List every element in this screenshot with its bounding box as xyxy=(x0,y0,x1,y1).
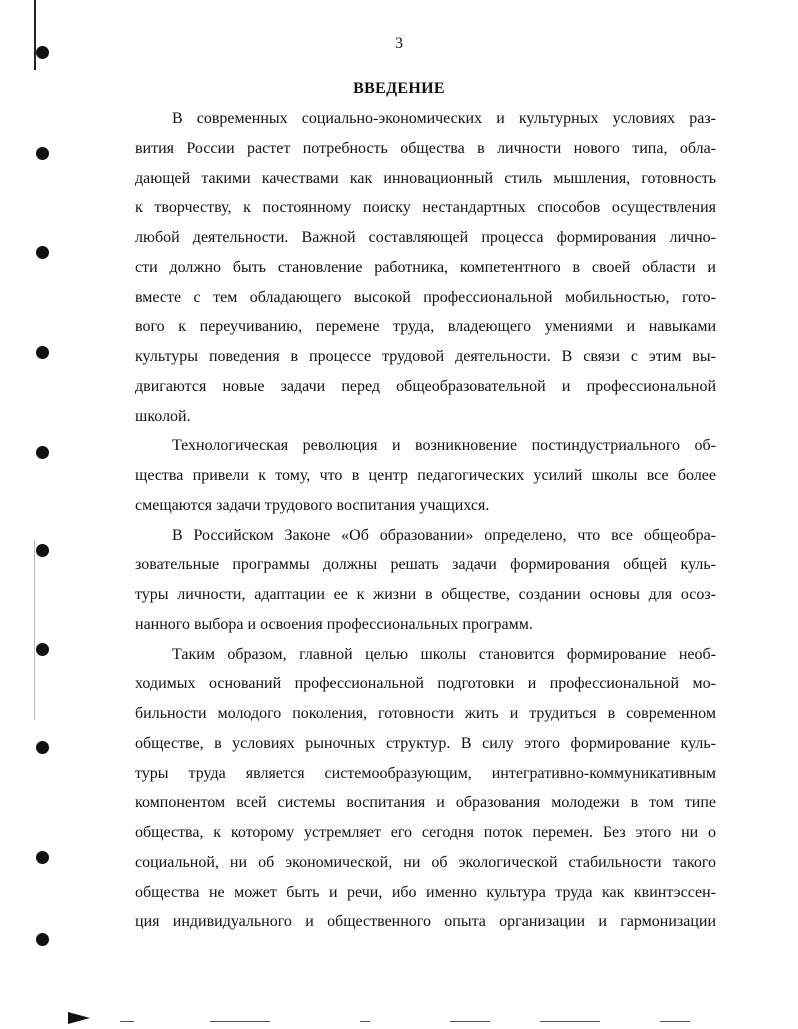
body-text xyxy=(135,104,716,937)
punch-hole-icon xyxy=(36,246,49,259)
scan-dash xyxy=(360,1021,370,1022)
punch-hole-icon xyxy=(36,544,49,557)
text-line: вития России растет потребность общества в личности нового типа, обла- xyxy=(135,139,716,157)
text-line: вого к переучиванию, перемене труда, владеющего умениями и навыками xyxy=(135,318,716,336)
text-line: Технологическая революция и возникновение постиндустриального об- xyxy=(172,437,716,455)
text-line: любой деятельности. Важной составляющей процесса формирования лично- xyxy=(135,229,716,246)
section-heading: ВВЕДЕНИЕ xyxy=(353,80,445,97)
text-line: компонентом всей системы воспитания и образования молодежи в том типе xyxy=(135,794,716,812)
punch-hole-icon xyxy=(36,147,49,160)
text-line: двигаются новые задачи перед общеобразовательной и профессиональной xyxy=(135,377,716,395)
text-line: сти должно быть становление работника, компетентного в своей области и xyxy=(135,258,716,276)
text-line: дающей такими качествами как инновационный стиль мышления, готовность xyxy=(135,169,716,187)
punch-hole-icon xyxy=(36,933,49,946)
text-line: ходимых оснований профессиональной подготовки и профессиональной мо- xyxy=(135,675,716,693)
arrow-mark-icon xyxy=(68,1012,90,1024)
text-line: ция индивидуального и общественного опыта организации и гармонизации xyxy=(135,913,716,931)
punch-hole-icon xyxy=(36,643,49,656)
text-line: бильности молодого поколения, готовности жить и трудиться в современном xyxy=(135,705,716,722)
text-line: социальной, ни об экономической, ни об экологической стабильности такого xyxy=(135,853,716,871)
scan-dash xyxy=(120,1021,134,1022)
scan-dash xyxy=(210,1021,270,1022)
text-line: щества привели к тому, что в центр педагогических усилий школы все более xyxy=(135,467,716,484)
text-line: школой. xyxy=(135,407,191,425)
text-line: обществе, в условиях рыночных структур. В силу этого формирование куль- xyxy=(135,734,716,752)
page-number: 3 xyxy=(395,35,403,52)
text-line: общества не может быть и речи, ибо именно культура труда как квинтэссен- xyxy=(135,883,716,901)
text-line: нанного выбора и освоения профессиональных программ. xyxy=(135,615,533,633)
text-line: смещаются задачи трудового воспитания учащихся. xyxy=(135,496,490,514)
text-line: туры труда является системообразующим, интегративно-коммуникативным xyxy=(135,764,716,782)
text-line: Таким образом, главной целью школы становится формирование необ- xyxy=(172,645,716,663)
text-line: В современных социально-экономических и культурных условиях раз- xyxy=(172,110,716,127)
text-line: туры личности, адаптации ее к жизни в обществе, создании основы для осоз- xyxy=(135,586,716,603)
scan-bottom-marks xyxy=(60,1012,760,1026)
text-line: зовательные программы должны решать задачи формирования общей куль- xyxy=(135,556,716,574)
scan-dash xyxy=(450,1021,490,1022)
text-line: культуры поведения в процессе трудовой деятельности. В связи с этим вы- xyxy=(135,348,716,365)
punch-hole-icon xyxy=(36,346,49,359)
scan-dash xyxy=(660,1021,690,1022)
scan-dash xyxy=(540,1021,600,1022)
binding-edge-faint-line xyxy=(34,540,35,720)
punch-hole-icon xyxy=(36,446,49,459)
text-line: вместе с тем обладающего высокой профессиональной мобильностью, гото- xyxy=(135,288,716,306)
text-line: к творчеству, к постоянному поиску нестандартных способов осуществления xyxy=(135,199,716,217)
punch-hole-icon xyxy=(36,851,49,864)
text-line: В Российском Законе «Об образовании» определено, что все общеобра- xyxy=(172,526,716,544)
text-line: общества, к которому устремляет его сегодня поток перемен. Без этого ни о xyxy=(135,824,716,841)
punch-hole-icon xyxy=(36,741,49,754)
